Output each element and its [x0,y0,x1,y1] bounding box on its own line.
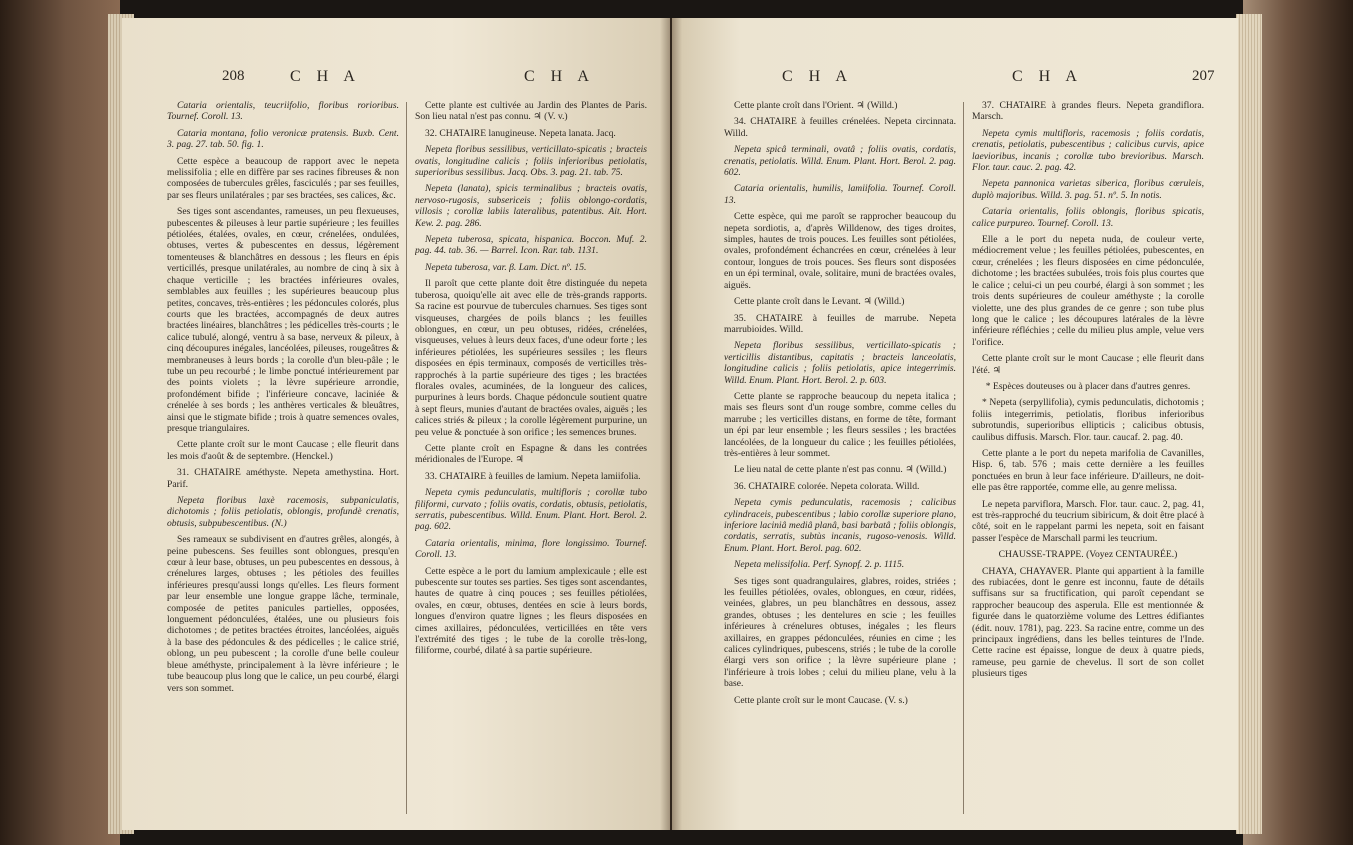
text-paragraph: Cette plante se rapproche beaucoup du nepeta italica ; mais ses fleurs sont d'un rouge sombre, comme celles du marrube ; les verticilles distans, en forme de tête, formant un épi par leur ensemble ; les fleurs sessiles ; les bractées lancéolées, de la longueur du calice ; les feuilles pétiolées, très-entières à leur sommet. [724,390,956,459]
text-paragraph: Ses rameaux se subdivisent en d'autres grêles, alongés, à peine pubescens. Ses feuilles sont oblongues, presqu'en cœur à leur base, obtuses, un peu pubescentes en dessous, à crénelures larges, obtuses ; les pétioles des feuilles inférieures presqu'aussi longs qu'elles. Les fleurs forment par leur ensemble une longue grappe lâche, terminale, composée de petites panicules partielles, opposées, longuement pédonculées, étalées, une ou plusieurs fois dichotomes ; de petites bractées étroites, lancéolées, aiguës à la base des pédoncules & des pédicelles ; le calice strié, oblong, un peu pubescent ; la corolle d'une belle couleur bleue améthyste, principalement à la lèvre inférieure ; le tube beaucoup plus long que le calice, un peu courbé, élargi vers son sommet. [167,534,399,694]
right-page-number: 207 [1192,68,1215,84]
text-paragraph: 36. CHATAIRE colorée. Nepeta colorata. Willd. [734,480,920,492]
text-paragraph: Nepeta floribus laxè racemosis, subpaniculatis, dichotomis ; foliis petiolatis, oblongis, profundè crenatis, obtusis, subpubescentibus. (N.) [167,495,399,529]
text-paragraph: Nepeta melissifolia. Perf. Synopf. 2. p. 1115. [734,559,905,571]
text-paragraph: Cataria montana, folio veronicæ pratensis. Buxb. Cent. 3. pag. 27. tab. 50. fig. 1. [167,127,399,151]
text-paragraph: 32. CHATAIRE lanugineuse. Nepeta lanata. Jacq. [425,127,616,139]
text-paragraph: Il paroît que cette plante doit être distinguée du nepeta tuberosa, quoiqu'elle ait avec elle de très-grands rapports. Sa racine est pourvue de tubercules charnues. Ses tiges sont visqueuses, chargées de poils blancs ; les feuilles oblongues, en cœur, un peu obtuses, ridées, crénelées, visqueuses, velues à leurs deux faces, d'une odeur forte ; les inférieures pétiolées, les supérieures sessiles ; les fleurs disposées en épis terminaux, composés de verticilles très-rapprochés à la partie supérieure des tiges ; les bractées florales ovales, acuminées, de la longueur des calices, purpurines à leurs bords. Chaque pédoncule soutient quatre à sept fleurs, munies d'autant de bractées ovales, aiguës ; les calices striés & pileux ; la corolle légèrement purpurine, un peu velue & ponctuée à son orifice ; les semences brunes. [415,278,647,438]
text-paragraph: Cette plante croît sur le mont Caucase ; elle fleurit dans l'été. ♃ [972,353,1204,376]
text-paragraph: Nepeta cymis multifloris, racemosis ; foliis cordatis, crenatis, petiolatis, pubescentibus ; calicibus curvis, apice laevioribus, incanis ; corollæ tubo brevioribus. Marsch. Flor. taur. cauc. 2. pag. 42. [972,127,1204,174]
right-page-column-2 [972,100,1204,820]
text-paragraph: Ses tiges sont quadrangulaires, glabres, roides, striées ; les feuilles pétiolées, ovales, oblongues, en cœur, ridées, veinées, glabres, un peu blanchâtres en dessous, assez grandes, obtuses ; les dentelures en scie ; les feuilles inférieures à crénelures obtuses, inégales ; les fleurs axillaires, en grappes pédonculées, réunies en cime ; les calices cylindriques, pubescens, striés ; le tube de la corolle élargi vers son orifice ; la lèvre supérieure plane ; l'inférieure à trois lobes ; celui du milieu plane, velu à la base. [724,575,956,690]
column-rule [406,102,407,814]
text-paragraph: Nepeta tuberosa, spicata, hispanica. Boccon. Muf. 2. pag. 44. tab. 36. — Barrel. Icon. Rar. tab. 1131. [415,234,647,257]
text-paragraph: * Espèces douteuses ou à placer dans d'autres genres. [985,380,1191,392]
text-paragraph: Cette plante a le port du nepeta marifolia de Cavanilles, Hisp. 6, tab. 576 ; mais cette dernière a les feuilles ponctuées en brun à leur face inférieure. D'ailleurs, ne doit-elle pas être rapportée, comme elle, au genre melissa. [972,447,1204,494]
text-paragraph: Cataria orientalis, teucriifolio, floribus rorioribus. Tournef. Coroll. 13. [167,100,399,123]
left-running-header-1: C H A [290,68,361,85]
text-paragraph: Nepeta cymis pedunculatis, multifloris ; corollæ tubo filiformi, curvato ; foliis ovatis, cordatis, obtusis, petiolatis, serratis, pubescentibus. Willd. Enum. Plant. Hort. Berol. 2. pag. 602. [415,487,647,533]
right-page-column-1 [724,100,956,820]
text-paragraph: Nepeta cymis pedunculatis, racemosis ; calicibus cylindraceis, pubescentibus ; labio corollæ superiore plano, inferiore laciniâ mediâ planâ, basi barbatâ ; foliis oblongis, cordatis, serratis, subtùs incanis, rugoso-venosis. Willd. Enum. Plant. Hort. Berol. pag. 602. [724,497,956,554]
right-running-header-2: C H A [1012,68,1083,85]
text-paragraph: Cette espèce a beaucoup de rapport avec le nepeta melissifolia ; elle en diffère par ses racines fibreuses & non composées de tubercules grêles, fasciculés ; par ses feuilles, par ses fleurs unilatérales ; par ses bractées, ses calices, &c. [167,155,399,201]
left-page-column-2 [415,100,647,820]
text-paragraph: Cette plante croît dans le Levant. ♃ (Willd.) [734,296,905,308]
text-paragraph: Cette plante croît sur le mont Caucase ; elle fleurit dans les mois d'août & de septembre. (Henckel.) [167,439,399,462]
text-paragraph: Nepeta spicâ terminali, ovatâ ; foliis ovatis, cordatis, crenatis, petiolatis. Willd. Enum. Plant. Hort. Berol. 2. pag. 602. [724,144,956,179]
book-cover-left [0,0,120,845]
left-page [122,18,670,830]
text-paragraph: Cette espèce, qui me paroît se rapprocher beaucoup du nepeta sordiotis, a, d'après Willdenow, des tiges droites, simples, hautes de trois pouces. Les feuilles sont pétiolées, ovales, profondément échancrées en cœur, crénelées à leur contour, longues de trois pouces. Ses fleurs sont disposées en un épi terminal, ovale, solitaire, muni de bractées ovales, aiguës. [724,211,956,291]
text-paragraph: Le nepeta parviflora, Marsch. Flor. taur. cauc. 2, pag. 41, est très-rapproché du teucrium sibiricum, & doit être placé à côté, soit en le rappelant parmi les nepeta, soit en faisant passer l'espèce de Marschall parmi les teucrium. [972,498,1204,544]
right-page [672,18,1238,830]
left-running-header-2: C H A [524,68,595,85]
page-edges-right [1236,14,1262,834]
book-gutter [660,18,682,830]
column-rule [963,102,964,814]
text-paragraph: Nepeta (lanata), spicis terminalibus ; bracteis ovatis, nervoso-rugosis, subsericeis ; foliis oblongo-cordatis, villosis ; corollæ labiis lateralibus, patentibus. Ait. Hort. Kew. 2. pag. 286. [415,183,647,229]
left-page-number: 208 [222,68,245,84]
left-page-column-1 [167,100,399,820]
text-paragraph: Cette plante croît en Espagne & dans les contrées méridionales de l'Europe. ♃ [415,442,647,466]
text-paragraph: Elle a le port du nepeta nuda, de couleur verte, médiocrement velue ; les feuilles pétiolées, pubescentes, en cœur, crénelées ; les fleurs disposées en cime pédonculée, dichotome ; les bractées subulées, trois fois plus courtes que le calice ; celui-ci un peu courbé, élargi à son sommet ; les trois dents supérieures de couleur améthyste ; la corolle violette, une des plus grandes de ce genre ; son tube plus long que le calice ; les découpures latérales de la lèvre inférieure réfléchies ; celle du milieu plus ample, velue vers l'orifice. [972,234,1204,348]
text-paragraph: 34. CHATAIRE à feuilles crénelées. Nepeta circinnata. Willd. [724,116,956,139]
text-paragraph: Nepeta pannonica varietas siberica, floribus cœruleis, duplò majoribus. Willd. 3. pag. 51. nº. 5. In notis. [972,178,1204,201]
text-paragraph: Cataria orientalis, minima, flore longissimo. Tournef. Coroll. 13. [415,537,647,561]
text-paragraph: CHAUSSE-TRAPPE. (Voyez CENTAURÉE.) [998,549,1178,561]
text-paragraph: Nepeta tuberosa, var. β. Lam. Dict. nº. 15. [425,261,587,273]
text-paragraph: 31. CHATAIRE améthyste. Nepeta amethystina. Hort. Parif. [167,467,399,490]
text-paragraph: 35. CHATAIRE à feuilles de marrube. Nepeta marrubioides. Willd. [724,312,956,335]
text-paragraph: Cette plante croît sur le mont Caucase. (V. s.) [734,694,908,706]
text-paragraph: Le lieu natal de cette plante n'est pas connu. ♃ (Willd.) [734,464,947,476]
right-running-header-1: C H A [782,68,853,85]
text-paragraph: * Nepeta (serpyllifolia), cymis pedunculatis, dichotomis ; foliis integerrimis, petiolatis, floribus inferioribus subrotundis, superioribus ellipticis ; calicibus obtusis, caulibus diffusis. Marsch. Flor. taur. caucaf. 2. pag. 40. [972,397,1204,443]
text-paragraph: 33. CHATAIRE à feuilles de lamium. Nepeta lamiifolia. [425,470,641,482]
text-paragraph: 37. CHATAIRE à grandes fleurs. Nepeta grandiflora. Marsch. [972,100,1204,123]
text-paragraph: Ses tiges sont ascendantes, rameuses, un peu flexueuses, pubescentes & pileuses à leur partie supérieure ; les feuilles pétiolées, étalées, ovales, en cœur, crénelées, ondulées, obtuses, vertes & pubescentes en dessus, légèrement tomenteuses & blanchâtres en dessous ; les fleurs en épis verticillés, presque unilatérales, au nombre de cinq à six à chaque verticille ; les bractées inférieures ovales, semblables aux feuilles ; les supérieures beaucoup plus petites, concaves, très-entières ; les pédoncules colorés, plus courts que les bractées, accompagnés de deux autres bractées linéaires, blanchâtres ; les pédicelles très-courts ; le calice tubulé, alongé, ventru à sa base, nerveux & pileux, à cinq découpures inégales, lancéolées, pileuses, rougeâtres & membraneuses à leurs bords ; la corolle d'un bleu-pâle ; le tube un peu recourbé ; le limbe ponctué intérieurement par des points violets ; la lèvre supérieure arrondie, profondément bifide ; l'inférieure concave, laciniée & crénelée à ses bords ; les anthères verticales & bleuâtres, ainsi que le stigmate bifide ; trois à quatre semences ovales, presque triangulaires. [167,206,399,434]
text-paragraph: Nepeta floribus sessilibus, verticillato-spicatis ; verticillis distantibus, capitatis ; bracteis lanceolatis, longitudine calicis ; foliis petiolatis, apice integerrimis. Willd. Enum. Plant. Hort. Berol. 2. p. 603. [724,340,956,386]
text-paragraph: CHAYA, CHAYAVER. Plante qui appartient à la famille des rubiacées, dont le genre est inconnu, faute de détails suffisans sur sa fructification, qui paroît cependant se rapprocher beaucoup des asperula. Elle est mentionnée & figurée dans le quatorzième volume des Lettres édifiantes (édit. nouv. 1781), pag. 223. Sa racine entre, comme un des principaux ingrédiens, dans les belles teintures de l'Inde. Cette racine est épaisse, longue de deux à quatre pieds, rameuse, peu garnie de chevelus. Il sort de son collet plusieurs tiges [972,565,1204,680]
text-paragraph: Nepeta floribus sessilibus, verticillato-spicatis ; bracteis ovatis, longitudine calicis ; foliis inferioribus petiolatis, superioribus sessilibus. Jacq. Obs. 3. pag. 21. tab. 75. [415,144,647,179]
text-paragraph: Cette plante est cultivée au Jardin des Plantes de Paris. Son lieu natal n'est pas connu. ♃ (V. v.) [415,100,647,123]
text-paragraph: Cataria orientalis, humilis, lamiifolia. Tournef. Coroll. 13. [724,183,956,206]
text-paragraph: Cette espèce a le port du lamium amplexicaule ; elle est pubescente sur toutes ses parties. Ses tiges sont ascendantes, hautes de quatre à cinq pouces ; ses feuilles pétiolées, ovales, en cœur, obtuses, dentées en scie à leurs bords, longues d'environ quatre lignes ; les fleurs disposées en cimes axillaires, pédonculées, verticillées en tête vers l'extrémité des tiges ; le tube de la corolle très-long, filiforme, courbé, dilaté à sa partie supérieure. [415,565,647,657]
text-paragraph: Cataria orientalis, foliis oblongis, floribus spicatis, calice purpureo. Tournef. Coroll. 13. [972,206,1204,229]
text-paragraph: Cette plante croît dans l'Orient. ♃ (Willd.) [734,100,898,111]
